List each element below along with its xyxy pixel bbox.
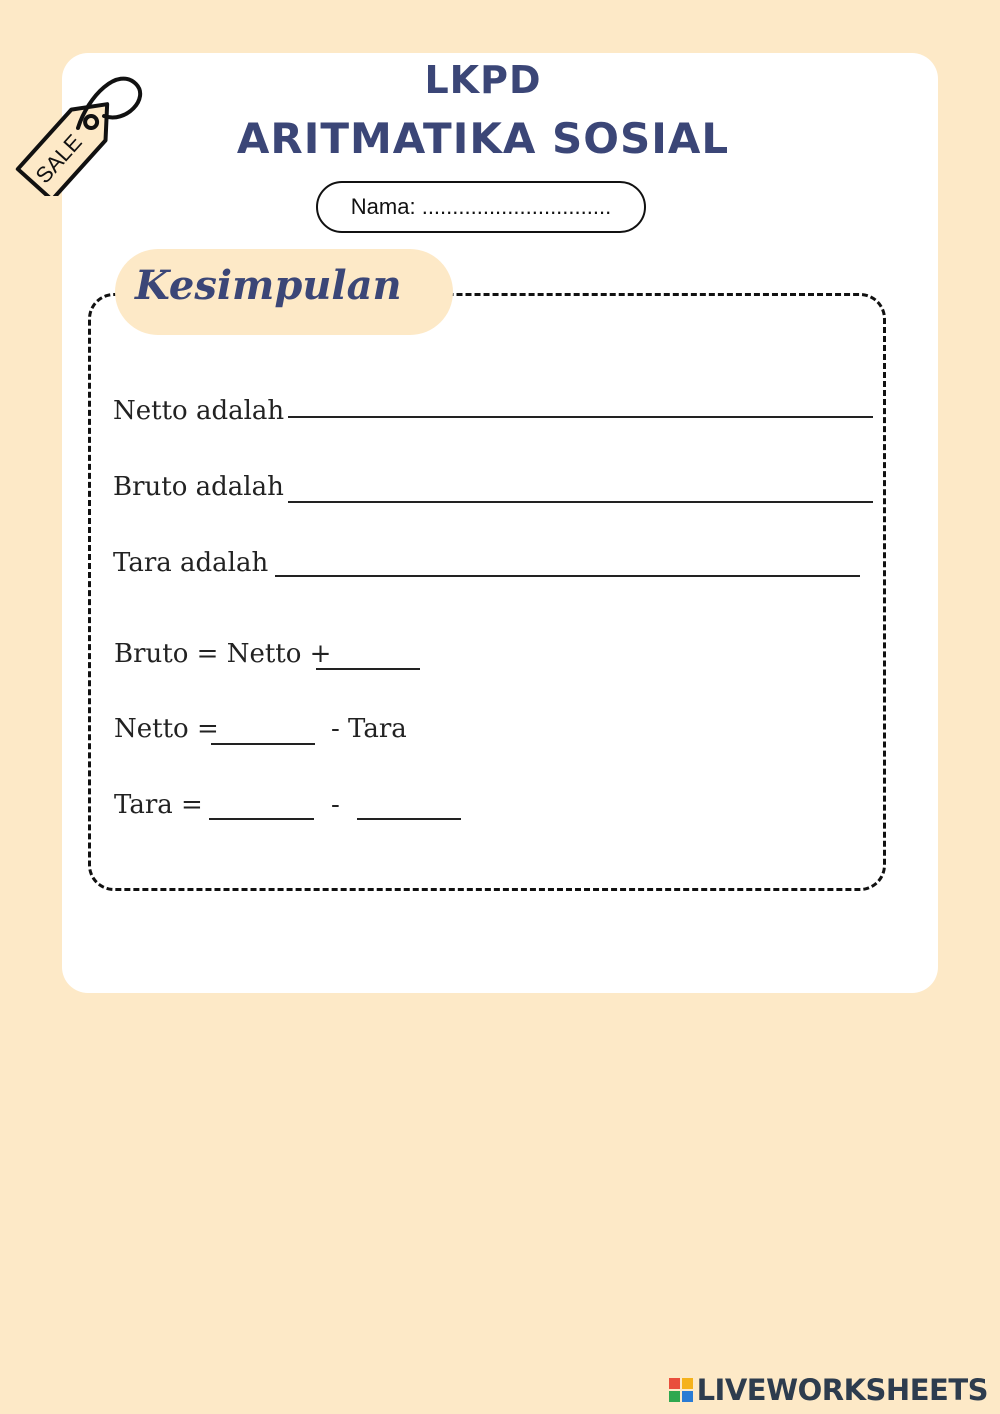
bruto-formula-label: Bruto = Netto + <box>114 639 332 669</box>
tara-definition-blank[interactable] <box>275 575 860 577</box>
bruto-definition-blank[interactable] <box>288 501 873 503</box>
page-subtitle: ARITMATIKA SOSIAL <box>236 114 730 163</box>
liveworksheets-brand: LIVEWORKSHEETS <box>696 1373 988 1407</box>
netto-formula-label: Netto = <box>114 714 219 744</box>
netto-definition-blank[interactable] <box>288 416 873 418</box>
tara-formula-label: Tara = <box>114 790 203 820</box>
tara-formula-blank-2[interactable] <box>357 818 461 820</box>
netto-formula-minus-tara: - Tara <box>331 714 407 744</box>
liveworksheets-logo-icon <box>669 1378 693 1402</box>
conclusion-box <box>88 293 886 891</box>
liveworksheets-logo[interactable] <box>669 1372 988 1408</box>
page-title: LKPD <box>424 58 542 102</box>
tara-definition-label: Tara adalah <box>113 548 269 578</box>
netto-formula-blank[interactable] <box>211 743 315 745</box>
bruto-formula-blank[interactable] <box>316 668 420 670</box>
tara-formula-minus: - <box>331 790 340 820</box>
netto-definition-label: Netto adalah <box>113 396 285 426</box>
name-field[interactable] <box>316 181 646 233</box>
tara-formula-blank-1[interactable] <box>209 818 314 820</box>
section-title: Kesimpulan <box>135 262 402 309</box>
name-field-label: Nama: ............................... <box>350 194 612 219</box>
bruto-definition-label: Bruto adalah <box>113 472 284 502</box>
sale-tag-label: SALE <box>30 129 87 189</box>
